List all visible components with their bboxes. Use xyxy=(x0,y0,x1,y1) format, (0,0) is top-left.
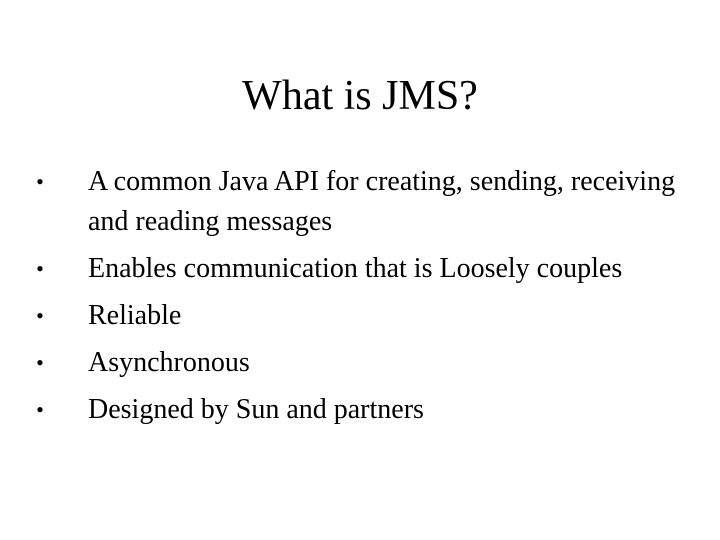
bullet-icon: • xyxy=(36,303,44,328)
bullet-text: Enables communication that is Loosely couples xyxy=(88,253,623,284)
bullet-icon: • xyxy=(36,169,44,194)
bullet-item xyxy=(30,390,690,430)
bullet-item xyxy=(30,249,690,289)
bullet-text: Asynchronous xyxy=(88,347,250,378)
bullet-item xyxy=(30,296,690,336)
bullet-icon: • xyxy=(36,350,44,375)
slide-title: What is JMS? xyxy=(242,73,478,119)
bullet-item xyxy=(30,343,690,383)
bullet-text: Reliable xyxy=(88,300,182,331)
bullet-item xyxy=(30,162,690,242)
bullet-icon: • xyxy=(36,397,44,422)
bullet-list xyxy=(30,162,690,437)
bullet-icon: • xyxy=(36,256,44,281)
bullet-text: Designed by Sun and partners xyxy=(88,394,424,425)
bullet-text: A common Java API for creating, sending, receiving and reading messages xyxy=(88,166,676,237)
